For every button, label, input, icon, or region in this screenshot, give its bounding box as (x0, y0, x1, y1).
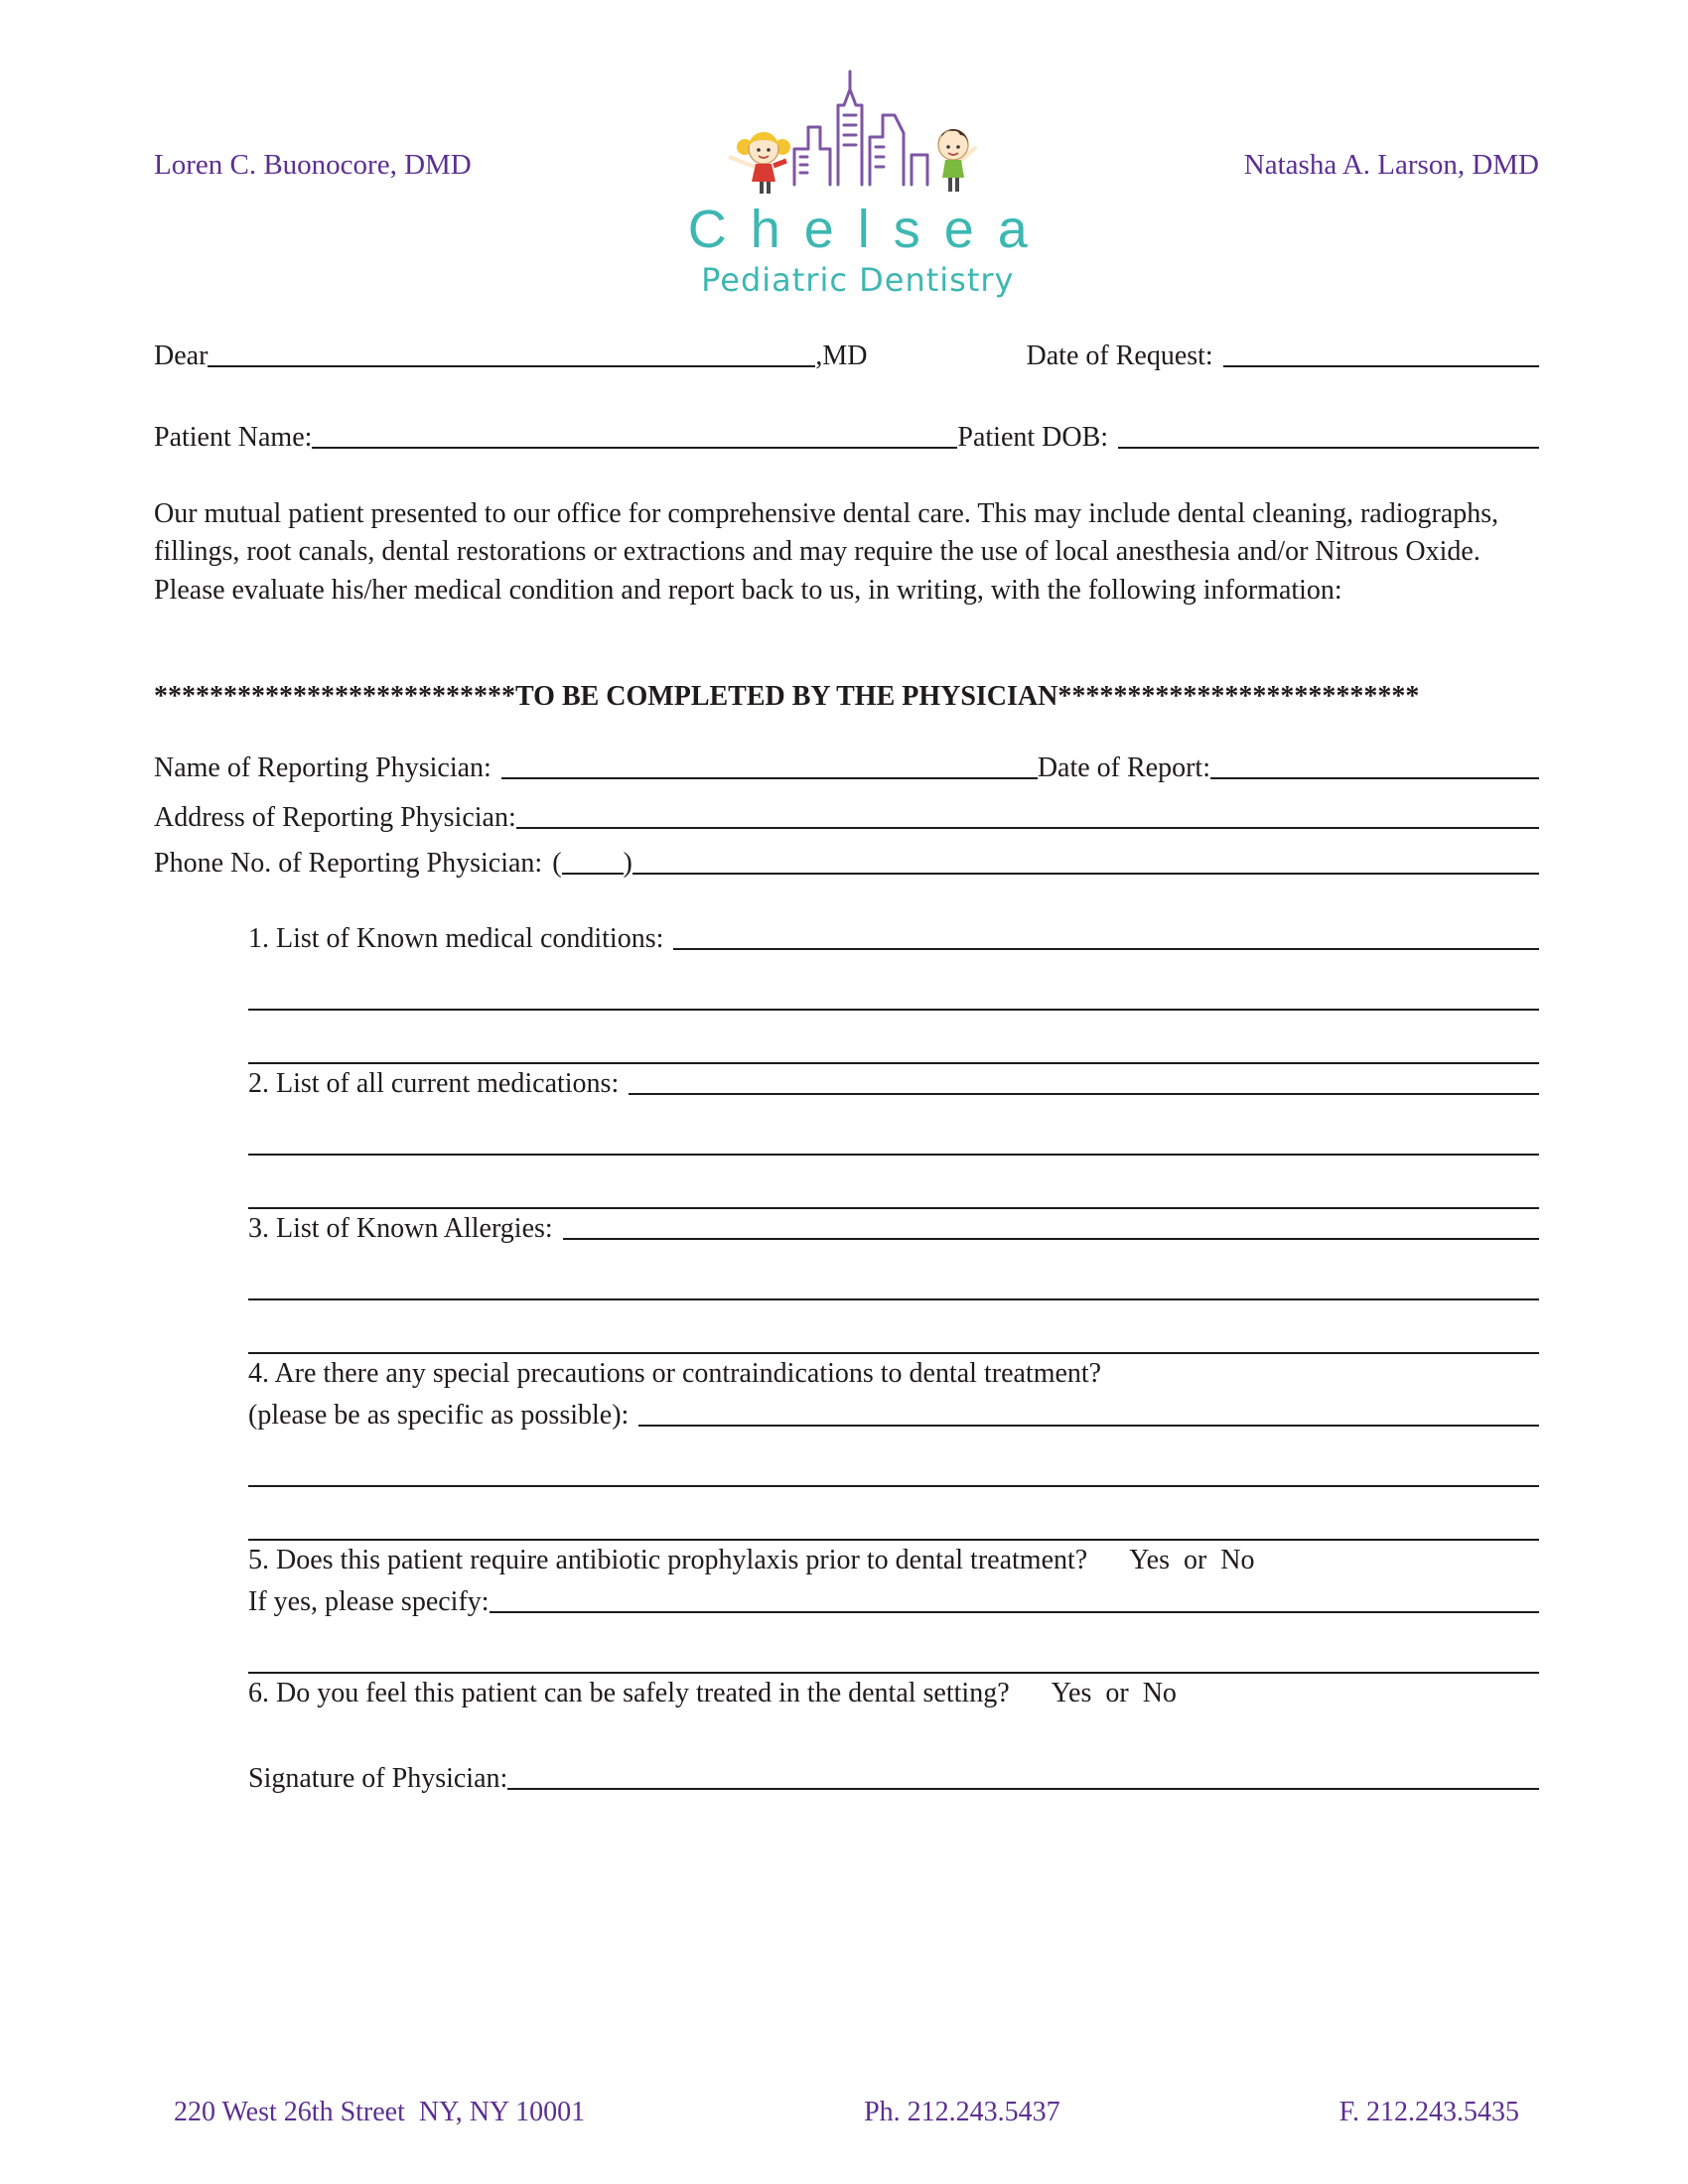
question-1-label: 1. List of Known medical conditions: (248, 922, 664, 954)
date-of-report-fill-line (1210, 777, 1539, 779)
question-3-label: 3. List of Known Allergies: (248, 1212, 553, 1244)
patient-name-fill-line (312, 447, 957, 449)
patient-name-label: Patient Name: (154, 422, 313, 454)
question-2-fill-line (629, 1093, 1539, 1095)
signature-fill-line (507, 1788, 1539, 1790)
question-5-label: 5. Does this patient require antibiotic prophylaxis prior to dental treatment? (248, 1544, 1088, 1575)
question-6-label: 6. Do you feel this patient can be safely treated in the dental setting? (248, 1677, 1010, 1708)
questions-section (248, 923, 1539, 1795)
question-4 (248, 1358, 1539, 1390)
doctor-name-left: Loren C. Buonocore, DMD (154, 149, 472, 181)
question-3 (248, 1213, 1539, 1245)
addressee-fill-line (208, 365, 815, 367)
area-code-fill-line (562, 873, 624, 875)
date-of-request-fill-line (1223, 365, 1539, 367)
blank-line (248, 1009, 1539, 1011)
practice-subtitle: Pediatric Dentistry (701, 261, 1015, 300)
question-6-yes-no: Yes or No (1051, 1677, 1177, 1708)
physician-section-divider: **************************TO BE COMPLETED BY THE PHYSICIAN************************** (154, 680, 1420, 712)
question-4-sub-label: (please be as specific as possible): (248, 1399, 630, 1431)
salutation-row (154, 341, 1539, 372)
question-5 (248, 1545, 1539, 1576)
footer-phone: Ph. 212.243.5437 (864, 2097, 1060, 2127)
practice-name: Chelsea (687, 200, 1052, 259)
question-5-yes-no: Yes or No (1129, 1544, 1255, 1575)
blank-line (248, 1154, 1539, 1156)
md-suffix: ,MD (815, 341, 868, 372)
signature-label: Signature of Physician: (248, 1762, 508, 1794)
footer (0, 2097, 1688, 2128)
blank-line (248, 1062, 1539, 1064)
question-1 (248, 923, 1539, 955)
question-5-specify-row (248, 1586, 1539, 1618)
phone-paren-open: ( (552, 847, 562, 879)
logo-illustration (669, 52, 1047, 201)
footer-address: 220 West 26th Street NY, NY 10001 (174, 2097, 586, 2127)
dear-label: Dear (154, 341, 209, 372)
physician-phone-row (154, 848, 1539, 880)
letterhead (0, 0, 1688, 299)
physician-name-fill-line (501, 777, 1038, 779)
skyline-drawing (794, 71, 927, 185)
practice-logo (600, 52, 1116, 299)
question-2 (248, 1068, 1539, 1100)
boy-character (938, 129, 976, 192)
blank-line (248, 1672, 1539, 1674)
blank-line (248, 1207, 1539, 1209)
date-of-report-label: Date of Report: (1037, 751, 1210, 783)
blank-line (248, 1298, 1539, 1300)
physician-phone-label: Phone No. of Reporting Physician: (154, 847, 543, 879)
question-1-fill-line (673, 948, 1539, 950)
question-4-specify-row (248, 1400, 1539, 1432)
date-of-request-label: Date of Request: (1026, 341, 1213, 372)
footer-fax: F. 212.243.5435 (1338, 2097, 1519, 2127)
patient-dob-fill-line (1118, 447, 1539, 449)
phone-number-fill-line (633, 873, 1539, 875)
question-2-label: 2. List of all current medications: (248, 1067, 620, 1099)
patient-dob-label: Patient DOB: (957, 422, 1109, 454)
blank-line (248, 1539, 1539, 1541)
blank-line (248, 1352, 1539, 1354)
reporting-physician-row (154, 752, 1539, 784)
physician-address-label: Address of Reporting Physician: (154, 801, 516, 833)
physician-address-fill-line (516, 827, 1539, 829)
physician-address-row (154, 802, 1539, 834)
question-4-label: 4. Are there any special precautions or contraindications to dental treatment? (248, 1357, 1102, 1389)
girl-character (729, 132, 790, 194)
question-5-fill-line (490, 1611, 1539, 1613)
phone-paren-close: ) (623, 847, 633, 879)
question-3-fill-line (563, 1238, 1539, 1240)
question-6 (248, 1678, 1539, 1709)
physician-name-label: Name of Reporting Physician: (154, 751, 492, 783)
doctor-name-right: Natasha A. Larson, DMD (1243, 149, 1539, 181)
intro-paragraph: Our mutual patient presented to our office for comprehensive dental care. This may include dental cleaning, radiographs, fillings, root canals, dental restorations or extractions and may require the use of local anesthesia and/or Nitrous Oxide. Please evaluate his/her medical condition and report back to us, in writing, with the following information: (154, 498, 1499, 606)
patient-row (154, 422, 1539, 454)
question-4-fill-line (638, 1425, 1539, 1427)
signature-row (248, 1763, 1539, 1795)
blank-line (248, 1485, 1539, 1487)
question-5-sub-label: If yes, please specify: (248, 1585, 490, 1617)
